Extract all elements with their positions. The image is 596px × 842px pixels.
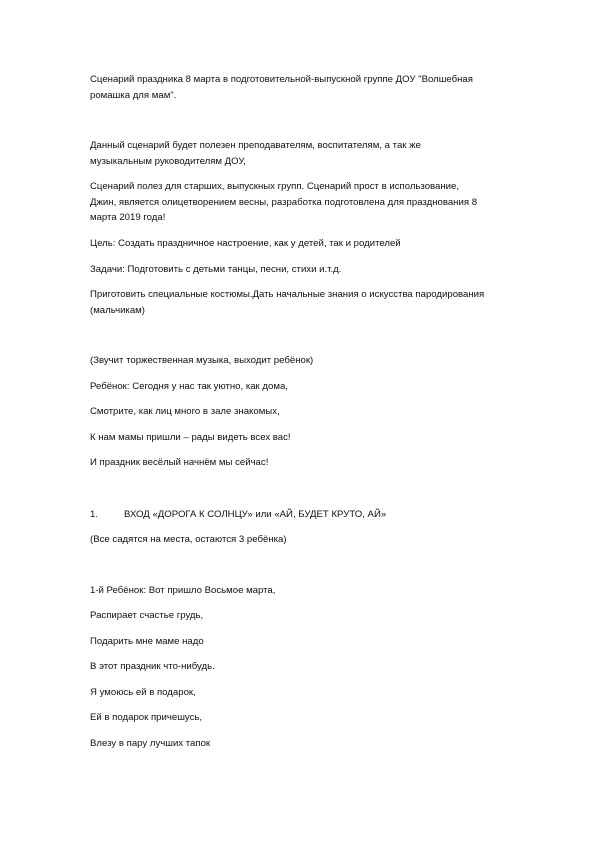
verse-line-4: И праздник весёлый начнём мы сейчас! <box>90 457 269 468</box>
preparation-paragraph <box>90 287 510 318</box>
intro2-line-2: Джин, является олицетворением весны, разработка подготовлена для празднования 8 <box>90 196 478 208</box>
goal-line: Цель: Создать праздничное настроение, как у детей, так и родителей <box>90 238 401 249</box>
tasks-line: Задачи: Подготовить с детьми танцы, песни, стихи и.т.д. <box>90 264 342 275</box>
poem-line-2: Распирает счастье грудь, <box>90 610 204 621</box>
poem-line-3: Подарить мне маме надо <box>90 636 204 647</box>
poem-line-4: В этот праздник что-нибудь. <box>90 661 215 672</box>
poem-line-1: 1-й Ребёнок: Вот пришло Восьмое марта, <box>90 585 276 596</box>
stage-direction-1: (Звучит торжественная музыка, выходит ребёнок) <box>90 355 314 366</box>
title-line-1: Сценарий праздника 8 марта в подготовительной-выпускной группе ДОУ "Волшебная <box>90 74 473 85</box>
intro1-line-1: Данный сценарий будет полезен преподавателям, воспитателям, а так же <box>90 140 421 151</box>
verse-line-2: Смотрите, как лиц много в зале знакомых, <box>90 406 280 417</box>
section-title: ВХОД «ДОРОГА К СОЛНЦУ» или «АЙ, БУДЕТ КРУТО, АЙ» <box>124 509 387 520</box>
intro-paragraph-1 <box>90 138 510 169</box>
prep-line-2: (мальчикам) <box>90 304 145 316</box>
section-number: 1. <box>90 509 99 520</box>
stage-direction-2: (Все садятся на места, остаются 3 ребёнка) <box>90 534 287 545</box>
poem-line-7: Влезу в пару лучших тапок <box>90 738 211 749</box>
prep-line-1: Приготовить специальные костюмы.Дать начальные знания о искусства пародирования <box>90 289 485 300</box>
intro2-line-3: марта 2019 года! <box>90 212 166 223</box>
verse-line-1: Ребёнок: Сегодня у нас так уютно, как дома, <box>90 381 288 392</box>
intro-paragraph-2 <box>90 179 510 226</box>
intro1-line-2: музыкальным руководителям ДОУ, <box>90 155 246 167</box>
poem-line-5: Я умоюсь ей в подарок, <box>90 687 196 698</box>
document-title <box>90 72 510 103</box>
section-heading <box>90 507 510 523</box>
poem-line-6: Ей в подарок причешусь, <box>90 712 203 723</box>
title-line-2: ромашка для мам". <box>90 89 177 101</box>
verse-line-3: К нам мамы пришли – рады видеть всех вас! <box>90 432 291 443</box>
intro2-line-1: Сценарий полез для старших, выпускных групп. Сценарий прост в использование, <box>90 181 460 192</box>
